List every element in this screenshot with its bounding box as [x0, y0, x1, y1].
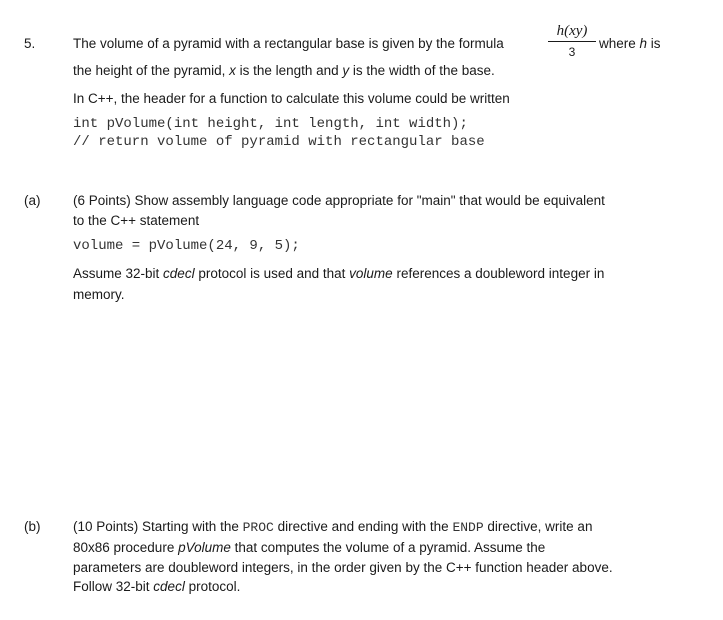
term-pvolume: pVolume — [178, 540, 231, 555]
is-text: is — [647, 36, 661, 51]
var-y: y — [342, 63, 350, 78]
term-endp: ENDP — [452, 520, 484, 535]
question-number: 5. — [24, 36, 36, 51]
var-h: h — [639, 36, 648, 51]
text-span: directive and ending with the — [273, 519, 453, 534]
question-text-line2 — [73, 63, 495, 78]
part-a-line1: (6 Points) Show assembly language code appropriate for "main" that would be equivalent — [73, 193, 605, 208]
part-a-label: (a) — [24, 193, 41, 208]
question-text-line3: In C++, the header for a function to calculate this volume could be written — [73, 91, 510, 106]
formula-numerator: h(xy) — [556, 23, 588, 39]
part-a-line4: memory. — [73, 287, 125, 302]
term-cdecl: cdecl — [153, 579, 185, 594]
text-span: the height of the pyramid, — [73, 63, 230, 78]
fraction-bar — [548, 41, 596, 42]
term-volume: volume — [349, 266, 393, 281]
formula-denominator: 3 — [568, 45, 576, 59]
text-span: references a doubleword integer in — [392, 266, 605, 281]
part-b-line2 — [73, 540, 545, 555]
part-b-line4 — [73, 579, 240, 594]
function-comment-code: // return volume of pyramid with rectangular base — [73, 134, 485, 150]
part-a-code: volume = pVolume(24, 9, 5); — [73, 238, 300, 254]
text-span: is the length and — [235, 63, 343, 78]
part-b-line1 — [73, 519, 592, 535]
part-a-line2: to the C++ statement — [73, 213, 200, 228]
formula-where-clause — [599, 36, 661, 51]
question-text-line1: The volume of a pyramid with a rectangular base is given by the formula — [73, 36, 504, 51]
term-proc: PROC — [242, 520, 274, 535]
text-span: directive, write an — [483, 519, 593, 534]
text-span: is the width of the base. — [349, 63, 495, 78]
part-b-line3: parameters are doubleword integers, in the order given by the C++ function header above. — [73, 560, 613, 575]
text-span: Assume 32-bit — [73, 266, 164, 281]
var-x: x — [229, 63, 236, 78]
part-a-line3 — [73, 266, 604, 281]
where-text: where — [599, 36, 640, 51]
text-span: that computes the volume of a pyramid. Assume the — [230, 540, 546, 555]
text-span: protocol is used and that — [194, 266, 350, 281]
text-span: 80x86 procedure — [73, 540, 179, 555]
text-span: Follow 32-bit — [73, 579, 154, 594]
part-b-label: (b) — [24, 519, 41, 534]
text-span: (10 Points) Starting with the — [73, 519, 243, 534]
term-cdecl: cdecl — [163, 266, 195, 281]
text-span: protocol. — [184, 579, 241, 594]
function-header-code: int pVolume(int height, int length, int width); — [73, 116, 468, 132]
volume-formula — [548, 22, 596, 60]
